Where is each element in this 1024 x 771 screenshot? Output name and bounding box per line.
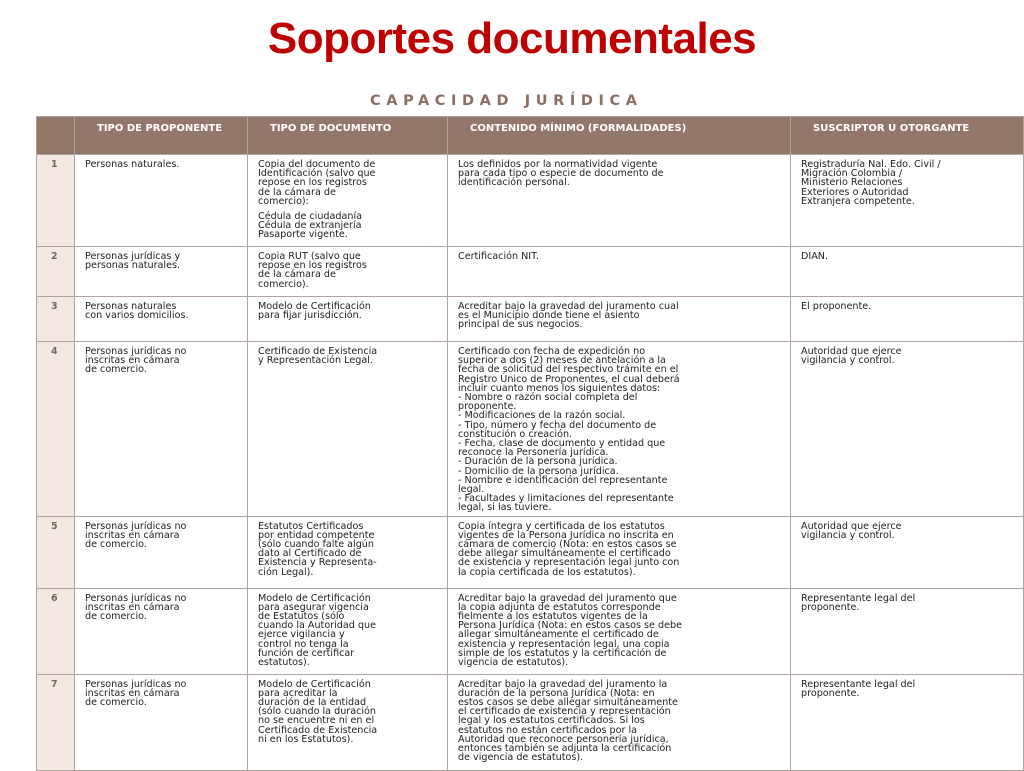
table-row [37,342,1024,517]
cell-contenido: Certificado con fecha de expedición no superior a dos (2) meses de antelación a la fecha de solicitud del respectivo trámite en el Registro Único de Proponentes, el cual deberá incluir cuanto menos los siguientes datos: - Nombre o razón social completa del proponente. - Modificaciones de la razón social. - Tipo, número y fecha del documento de constitución o creación. - Fecha, clase de documento y entidad que reconoce la Personería jurídica. - Duración de la persona jurídica. - Domicilio de la persona jurídica. - Nombre e identificación del representante legal. - Facultades y limitaciones del representante legal, si las tuviere. [448,342,791,517]
column-header-suscriptor: SUSCRIPTOR U OTORGANTE [791,117,1024,155]
cell-suscriptor: Registraduría Nal. Edo. Civil / Migración Colombia / Ministerio Relaciones Exteriores o Autoridad Extranjera competente. [791,155,1024,247]
column-header-proponente: TIPO DE PROPONENTE [75,117,248,155]
cell-contenido: Acreditar bajo la gravedad del juramento que la copia adjunta de estatutos corresponde fielmente a los estatutos vigentes de la Persona Jurídica (Nota: en estos casos se debe allegar simultáneamente el certificado de existencia y representación legal, una copia simple de los estatutos y la certificación de vigencia de estatutos). [448,588,791,674]
cell-proponente: Personas jurídicas no inscritas en cámara de comercio. [75,516,248,588]
cell-suscriptor: Representante legal del proponente. [791,588,1024,674]
cell-documento-main: Copia del documento de Identificación (salvo que repose en los registros de la cámara de comercio): [258,159,376,207]
row-number: 7 [37,674,75,770]
cell-documento: Estatutos Certificados por entidad competente (sólo cuando falte algún dato al Certificado de Existencia y Representa- ción Legal). [248,516,448,588]
table-row [37,588,1024,674]
cell-contenido: Certificación NIT. [448,247,791,297]
cell-proponente: Personas jurídicas no inscritas en cámara de comercio. [75,674,248,770]
cell-documento: Modelo de Certificación para acreditar la duración de la entidad (sólo cuando la duración no se encuentre ni en el Certificado de Existencia ni en los Estatutos). [248,674,448,770]
table-header-row [37,117,1024,155]
cell-suscriptor: Autoridad que ejerce vigilancia y control. [791,516,1024,588]
table-row [37,155,1024,247]
cell-suscriptor: El proponente. [791,297,1024,342]
cell-contenido: Los definidos por la normatividad vigente para cada tipo o especie de documento de identificación personal. [448,155,791,247]
cell-suscriptor: Autoridad que ejerce vigilancia y control. [791,342,1024,517]
cell-proponente: Personas jurídicas no inscritas en cámara de comercio. [75,588,248,674]
cell-documento: Copia RUT (salvo que repose en los registros de la cámara de comercio). [248,247,448,297]
cell-documento: Modelo de Certificación para fijar jurisdicción. [248,297,448,342]
document-heading: CAPACIDAD JURÍDICA [370,93,643,109]
column-header-number [37,117,75,155]
cell-documento [248,155,448,247]
row-number: 2 [37,247,75,297]
slide-title: Soportes documentales [267,14,757,63]
row-number: 3 [37,297,75,342]
table-row [37,516,1024,588]
cell-documento-extra: Cédula de ciudadanía Cédula de extranjería Pasaporte vigente. [258,211,362,241]
table-row [37,674,1024,770]
cell-proponente: Personas naturales. [75,155,248,247]
row-number: 1 [37,155,75,247]
table-row [37,297,1024,342]
cell-contenido: Acreditar bajo la gravedad del juramento cual es el Municipio donde tiene el asiento principal de sus negocios. [448,297,791,342]
cell-contenido: Acreditar bajo la gravedad del juramento la duración de la persona Jurídica (Nota: en estos casos se debe allegar simultáneamente el certificado de existencia y representación legal y los estatutos certificados. Si los estatutos no están certificados por la Autoridad que reconoce personería jurídica, entonces también se adjunta la certificación de vigencia de estatutos). [448,674,791,770]
row-number: 6 [37,588,75,674]
cell-proponente: Personas jurídicas no inscritas en cámara de comercio. [75,342,248,517]
cell-documento: Certificado de Existencia y Representación Legal. [248,342,448,517]
cell-documento: Modelo de Certificación para asegurar vigencia de Estatutos (sólo cuando la Autoridad que ejerce vigilancia y control no tenga la función de certificar estatutos). [248,588,448,674]
row-number: 4 [37,342,75,517]
cell-contenido: Copia íntegra y certificada de los estatutos vigentes de la Persona Jurídica no inscrita en cámara de comercio (Nota: en estos casos se debe allegar simultáneamente el certificado de existencia y representación legal junto con la copia certificada de los estatutos). [448,516,791,588]
column-header-contenido: CONTENIDO MÍNIMO (FORMALIDADES) [448,117,791,155]
cell-suscriptor: DIAN. [791,247,1024,297]
cell-suscriptor: Representante legal del proponente. [791,674,1024,770]
cell-proponente: Personas jurídicas y personas naturales. [75,247,248,297]
table-row [37,247,1024,297]
requirements-table [36,116,1024,771]
row-number: 5 [37,516,75,588]
cell-proponente: Personas naturales con varios domicilios. [75,297,248,342]
column-header-documento: TIPO DE DOCUMENTO [248,117,448,155]
